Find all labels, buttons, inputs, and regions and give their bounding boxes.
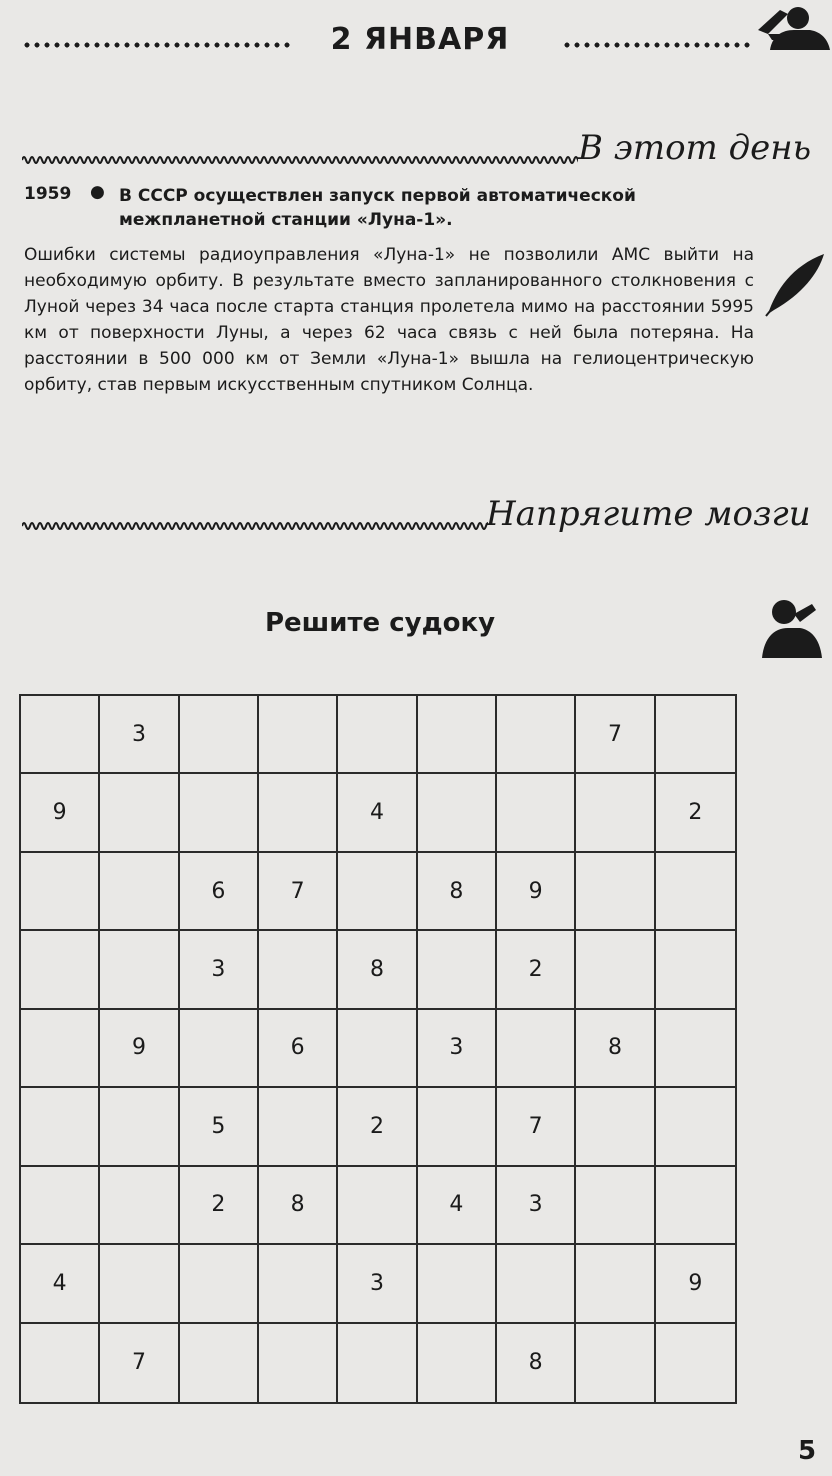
sudoku-grid (19, 694, 737, 1404)
sudoku-cell[interactable] (497, 1010, 576, 1088)
fact-year: 1959 (24, 184, 72, 204)
sudoku-cell[interactable]: 7 (497, 1088, 576, 1166)
sudoku-cell[interactable]: 8 (418, 853, 497, 931)
sudoku-cell[interactable] (100, 1088, 179, 1166)
sudoku-cell[interactable] (576, 853, 655, 931)
sudoku-cell[interactable]: 3 (338, 1245, 417, 1323)
sudoku-cell[interactable] (497, 774, 576, 852)
sudoku-cell[interactable] (180, 1010, 259, 1088)
sudoku-cell[interactable]: 8 (338, 931, 417, 1009)
sudoku-cell[interactable]: 7 (100, 1324, 179, 1402)
sudoku-cell[interactable]: 5 (180, 1088, 259, 1166)
sudoku-cell[interactable] (180, 1245, 259, 1323)
page-date: 2 ЯНВАРЯ (330, 22, 510, 57)
sudoku-cell[interactable]: 3 (418, 1010, 497, 1088)
sudoku-cell[interactable] (259, 1088, 338, 1166)
sudoku-cell[interactable] (21, 931, 100, 1009)
sudoku-cell[interactable] (576, 774, 655, 852)
sudoku-cell[interactable] (100, 1245, 179, 1323)
sudoku-cell[interactable]: 2 (656, 774, 735, 852)
sudoku-cell[interactable] (418, 696, 497, 774)
sudoku-cell[interactable]: 3 (497, 1167, 576, 1245)
sudoku-cell[interactable]: 8 (576, 1010, 655, 1088)
sudoku-cell[interactable] (656, 931, 735, 1009)
sudoku-cell[interactable] (656, 1010, 735, 1088)
sudoku-cell[interactable] (21, 853, 100, 931)
sudoku-cell[interactable] (100, 931, 179, 1009)
sudoku-cell[interactable] (497, 1245, 576, 1323)
sudoku-cell[interactable] (338, 1167, 417, 1245)
saluting-man-icon (750, 4, 830, 50)
sudoku-cell[interactable] (180, 696, 259, 774)
sudoku-cell[interactable] (576, 1245, 655, 1323)
sudoku-cell[interactable]: 6 (180, 853, 259, 931)
sudoku-cell[interactable] (180, 774, 259, 852)
sudoku-cell[interactable] (418, 1245, 497, 1323)
sudoku-cell[interactable] (576, 1088, 655, 1166)
sudoku-cell[interactable]: 9 (21, 774, 100, 852)
sudoku-cell[interactable] (338, 1010, 417, 1088)
sudoku-cell[interactable] (576, 1167, 655, 1245)
sudoku-cell[interactable] (418, 774, 497, 852)
sudoku-cell[interactable]: 6 (259, 1010, 338, 1088)
sudoku-cell[interactable] (100, 1167, 179, 1245)
sudoku-cell[interactable]: 8 (497, 1324, 576, 1402)
section-divider-wavy (22, 152, 578, 168)
sudoku-cell[interactable] (338, 696, 417, 774)
sudoku-cell[interactable] (656, 1324, 735, 1402)
sudoku-cell[interactable] (21, 1088, 100, 1166)
sudoku-cell[interactable]: 2 (180, 1167, 259, 1245)
section-divider-wavy-2 (22, 518, 488, 534)
quill-feather-icon (762, 250, 828, 318)
sudoku-cell[interactable] (259, 696, 338, 774)
sudoku-cell[interactable] (656, 853, 735, 931)
sudoku-cell[interactable] (656, 696, 735, 774)
sudoku-cell[interactable] (497, 696, 576, 774)
sudoku-cell[interactable] (21, 1167, 100, 1245)
sudoku-cell[interactable] (259, 931, 338, 1009)
sudoku-cell[interactable] (21, 696, 100, 774)
sudoku-cell[interactable]: 7 (576, 696, 655, 774)
sudoku-cell[interactable] (259, 1324, 338, 1402)
sudoku-cell[interactable] (100, 774, 179, 852)
sudoku-cell[interactable] (418, 931, 497, 1009)
section-heading-brain: Напрягите мозги (486, 494, 811, 534)
sudoku-cell[interactable] (576, 1324, 655, 1402)
sudoku-cell[interactable] (259, 1245, 338, 1323)
sudoku-cell[interactable] (418, 1324, 497, 1402)
fact-bullet: ● (90, 182, 105, 202)
sudoku-cell[interactable]: 4 (418, 1167, 497, 1245)
sudoku-cell[interactable] (259, 774, 338, 852)
section-heading-on-this-day: В этот день (578, 128, 812, 168)
sudoku-cell[interactable] (338, 853, 417, 931)
sudoku-cell[interactable]: 7 (259, 853, 338, 931)
fact-body: Ошибки системы радиоуправления «Луна-1» не позволили АМС выйти на необходимую орбиту. В результате вместо запланированного столкновения с Луной через 34 часа после старта станция пролетела мимо на расстоянии 5995 км от поверхности Луны, а через 62 часа связь с ней была потеряна. На расстоянии в 500 000 км от Земли «Луна-1» вышла на гелиоцентрическую орбиту, став первым искусственным спутником Солнца. (24, 245, 754, 395)
header-dots-left (22, 42, 290, 48)
sudoku-cell[interactable] (576, 931, 655, 1009)
fact-title: В СССР осуществлен запуск первой автоматической межпланетной станции «Луна-1». (119, 186, 636, 230)
sudoku-cell[interactable]: 9 (100, 1010, 179, 1088)
sudoku-cell[interactable]: 3 (100, 696, 179, 774)
sudoku-cell[interactable] (338, 1324, 417, 1402)
sudoku-title: Решите судоку (264, 608, 496, 638)
sudoku-cell[interactable]: 2 (338, 1088, 417, 1166)
sudoku-cell[interactable]: 4 (338, 774, 417, 852)
sudoku-cell[interactable] (100, 853, 179, 931)
page-number: 5 (798, 1436, 817, 1466)
sudoku-cell[interactable]: 8 (259, 1167, 338, 1245)
sudoku-cell[interactable] (21, 1010, 100, 1088)
header-dots-right (562, 42, 752, 48)
sudoku-cell[interactable] (418, 1088, 497, 1166)
sudoku-cell[interactable]: 3 (180, 931, 259, 1009)
sudoku-cell[interactable]: 2 (497, 931, 576, 1009)
sudoku-cell[interactable] (21, 1324, 100, 1402)
sudoku-cell[interactable] (180, 1324, 259, 1402)
sudoku-cell[interactable]: 4 (21, 1245, 100, 1323)
thinking-man-icon (760, 594, 824, 658)
sudoku-cell[interactable] (656, 1088, 735, 1166)
sudoku-cell[interactable]: 9 (497, 853, 576, 931)
sudoku-cell[interactable] (656, 1167, 735, 1245)
sudoku-cell[interactable]: 9 (656, 1245, 735, 1323)
